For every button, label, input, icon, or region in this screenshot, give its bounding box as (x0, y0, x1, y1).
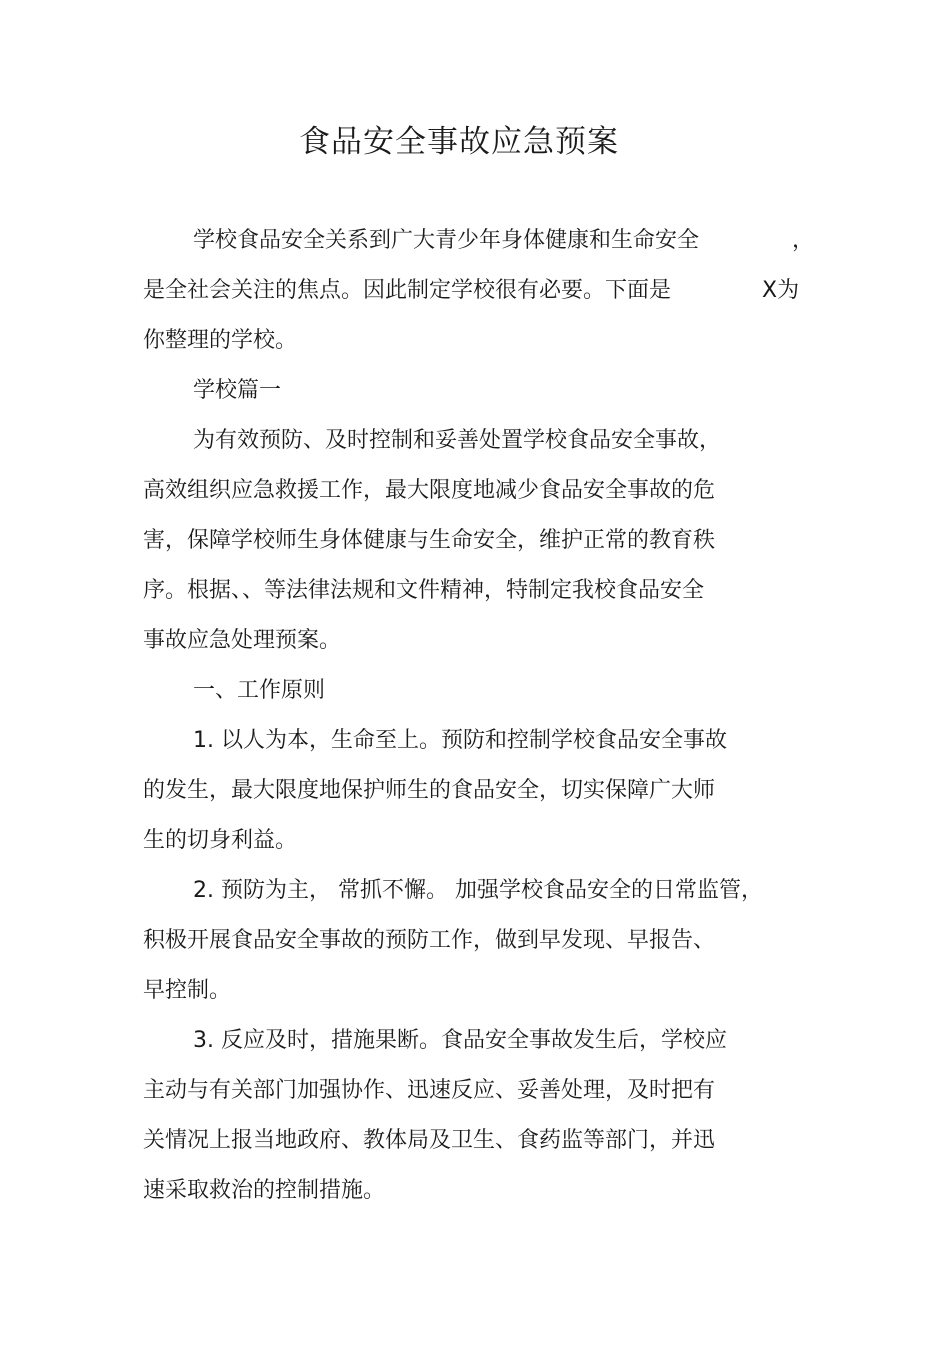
purpose-line-2: 高效组织应急救援工作，最大限度地减少食品安全事故的危 (143, 478, 716, 503)
principle-1-line-2: 的发生，最大限度地保护师生的食品安全，切实保障广大师 (143, 778, 716, 803)
section-heading: 学校篇一 (193, 378, 282, 403)
principle-1-line-3: 生的切身利益。 (143, 828, 298, 853)
intro-line-1-end: ， (792, 228, 815, 253)
principle-2-line-2: 积极开展食品安全事故的预防工作，做到早发现、早报告、 (143, 928, 716, 953)
principle-2-line-1: 2. 预防为主， 常抓不懈。 加强学校食品安全的日常监管， (193, 878, 763, 903)
principles-heading: 一、工作原则 (193, 678, 326, 703)
purpose-line-1: 为有效预防、及时控制和妥善处置学校食品安全事故， (193, 428, 722, 453)
purpose-line-3: 害，保障学校师生身体健康与生命安全，维护正常的教育秩 (143, 528, 716, 553)
principle-3-line-1: 3. 反应及时，措施果断。食品安全事故发生后，学校应 (193, 1028, 727, 1053)
intro-line-2: 是全社会关注的焦点。因此制定学校很有必要。下面是 (143, 278, 672, 303)
page-title: 食品安全事故应急预案 (299, 124, 619, 160)
intro-line-2-end: X为 (762, 278, 800, 303)
intro-line-1: 学校食品安全关系到广大青少年身体健康和生命安全 (193, 228, 700, 253)
principle-3-line-4: 速采取救治的控制措施。 (143, 1178, 386, 1203)
intro-line-3: 你整理的学校。 (143, 328, 298, 353)
purpose-line-4: 序。根据、、等法律法规和文件精神，特制定我校食品安全 (143, 578, 705, 603)
purpose-line-5: 事故应急处理预案。 (143, 628, 342, 653)
principle-1-line-1: 1. 以人为本，生命至上。预防和控制学校食品安全事故 (193, 728, 727, 753)
principle-3-line-3: 关情况上报当地政府、教体局及卫生、食药监等部门，并迅 (143, 1128, 716, 1153)
principle-2-line-3: 早控制。 (143, 978, 232, 1003)
principle-3-line-2: 主动与有关部门加强协作、迅速反应、妥善处理，及时把有 (143, 1078, 716, 1103)
